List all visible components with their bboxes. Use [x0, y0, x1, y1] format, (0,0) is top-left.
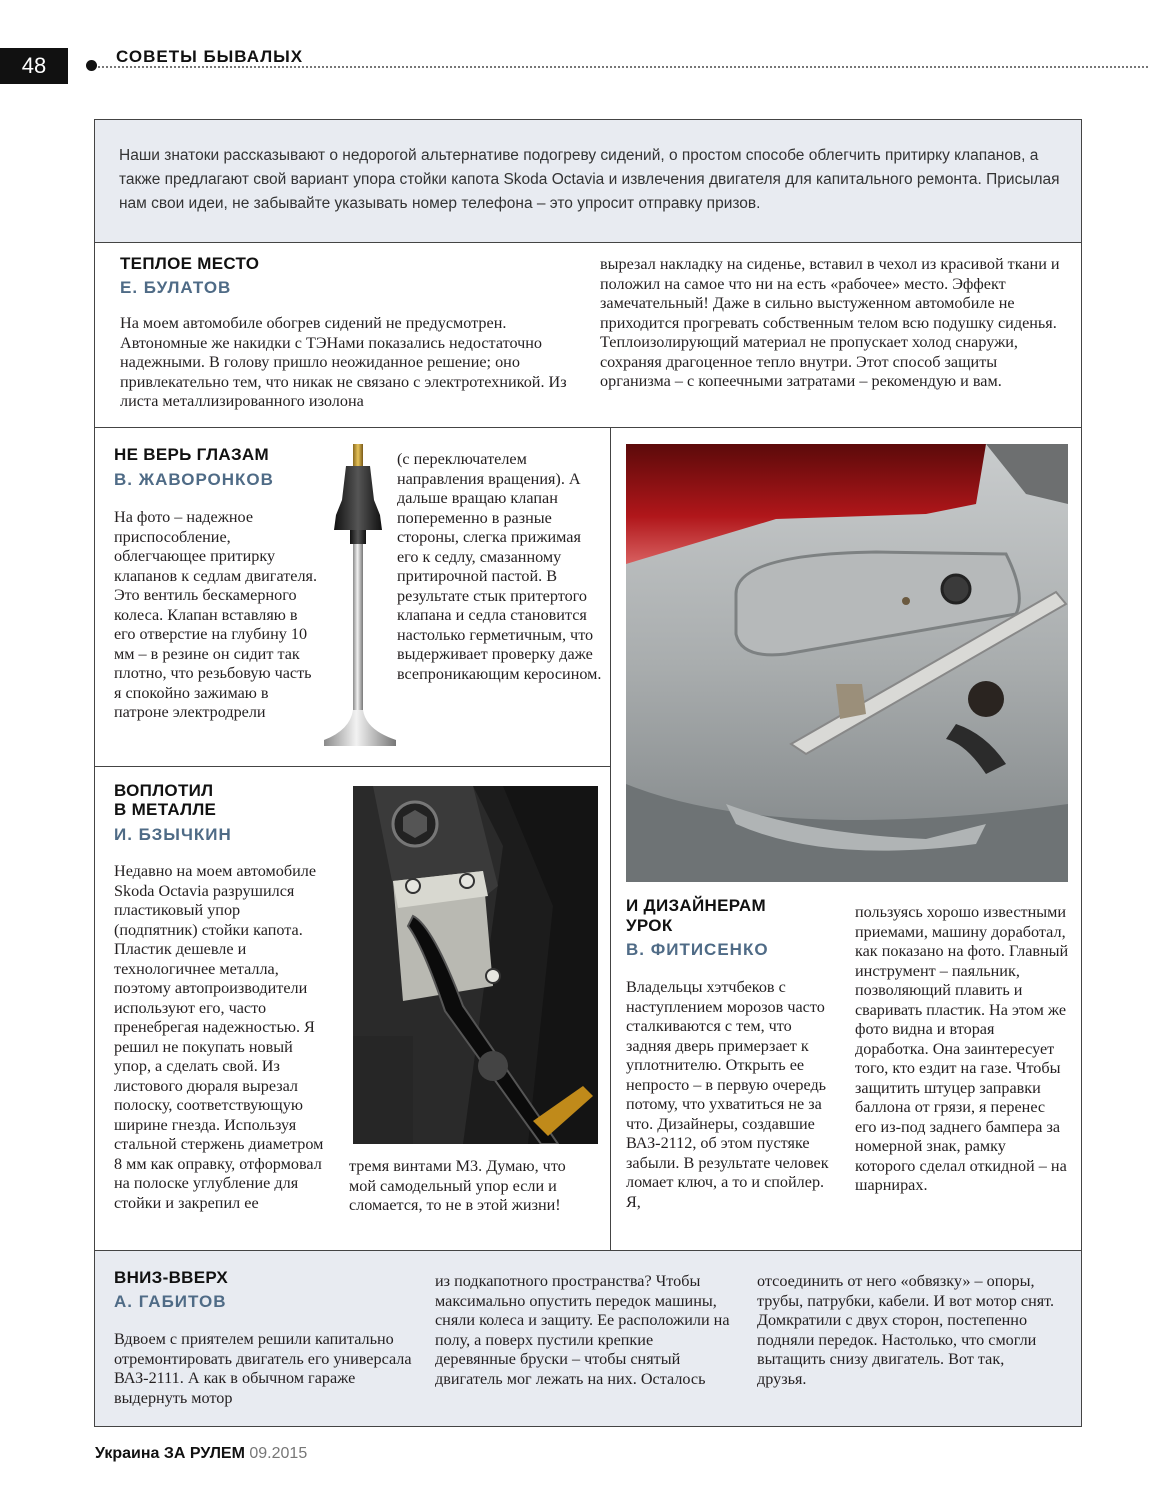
page-number: 48	[0, 48, 68, 84]
article-author: И. БЗЫЧКИН	[114, 825, 232, 844]
article-text-col2: из подкапотного пространства? Чтобы максимально опустить передок машины, сняли колеса и защиту. Ее расположили на полу, а поверх пустили крепкие деревянные бруски – чтобы снятый двигатель мог лежать на них. Осталось	[435, 1272, 730, 1388]
article-text-col1: Владельцы хэтчбеков с наступлением морозов часто сталкиваются с тем, что задняя дверь примерзает к уплотнителю. Открыть ее непросто – в первую очередь потому, что ухватиться не за что. Дизайнеры, создавшие ВАЗ-2112, об этом пустяке забыли. В результате человек ломает ключ, а то и спойлер. Я,	[626, 978, 829, 1211]
article-title: ВНИЗ-ВВЕРХ	[114, 1268, 229, 1287]
article-author: Е. БУЛАТОВ	[120, 278, 232, 297]
hood-stop-photo	[353, 786, 598, 1144]
article-text-col1: Недавно на моем автомобиле Skoda Octavia разрушился пластиковый упор (подпятник) стойки капота. Пластик дешевле и технологичнее металла, поэтому автопроизводители используют его, часто пренебрегая надежностью. Я решил не покупать новый упор, а сделать свой. Из листового дюраля вырезал полоску, соответствующую ширине гнезда. Используя стальной стержень диаметром 8 мм как оправку, отформовал на полоске углубление для стойки и закрепил ее	[114, 862, 324, 1212]
article-title: НЕ ВЕРЬ ГЛАЗАМ	[114, 445, 269, 464]
issue-date: 09.2015	[249, 1445, 308, 1462]
rear-bumper-photo	[626, 444, 1068, 882]
article-text-col2: тремя винтами М3. Думаю, что мой самодельный упор если и сломается, то не в этой жизни!	[349, 1157, 566, 1214]
dotted-rule	[98, 66, 1148, 68]
article-title-line2: В МЕТАЛЛЕ	[114, 800, 217, 819]
magazine-name: Украина ЗА РУЛЕМ	[95, 1445, 245, 1462]
article-valve	[94, 427, 611, 767]
article-author: В. ЖАВОРОНКОВ	[114, 470, 274, 489]
intro-box	[94, 119, 1082, 243]
article-author: А. ГАБИТОВ	[114, 1292, 227, 1311]
article-text-col1: На фото – надежное приспособление, облегчающее притирку клапанов к седлам двигателя. Это вентиль бескамерного колеса. Клапан вставляю в его отверстие на глубину 10 мм – в резине он сидит так плотно, что резьбовую часть я спокойно зажимаю в патроне электродрели	[114, 508, 318, 721]
article-text-col2: (с переключателем направления вращения). А дальше вращаю клапан попеременно в разные стороны, слегка прижимая его к седлу, смазанному притирочной пастой. В результате стык притертого клапана и седла становится настолько герметичным, что выдерживает проверку даже всепроникающим керосином.	[397, 450, 602, 683]
article-text-col3: отсоединить от него «обвязку» – опоры, трубы, патрубки, кабели. И вот мотор снят. Домкратили с двух сторон, постепенно подняли передок. Настолько, что смогли вытащить снизу двигатель. Вот так, друзья.	[757, 1272, 1055, 1388]
footer	[95, 1445, 307, 1463]
intro-text: Наши знатоки рассказывают о недорогой альтернативе подогреву сидений, о простом способе облегчить притирку клапанов, а также предлагают свой вариант упора стойки капота Skoda Octavia и извлечения двигателя для капитального ремонта. Присылая нам свои идеи, не забывайте указывать номер телефона – это упросит отправку призов.	[119, 147, 1060, 212]
article-text-col1: Вдвоем с приятелем решили капитально отремонтировать двигатель его универсала ВАЗ-2111. А как в обычном гараже выдернуть мотор	[114, 1330, 412, 1407]
article-hood-stop	[94, 766, 611, 1251]
article-warm-seat	[94, 242, 1082, 428]
section-title: СОВЕТЫ БЫВАЛЫХ	[116, 47, 304, 66]
valve-photo	[320, 440, 400, 752]
article-title-line1: И ДИЗАЙНЕРАМ	[626, 896, 766, 915]
article-text-col1: На моем автомобиле обогрев сидений не предусмотрен. Автономные же накидки с ТЭНами показались недостаточно надежными. В голову пришло неожиданное решение; оно привлекательно тем, что никак не связано с электротехникой. Из листа металлизированного изолона	[120, 314, 567, 410]
article-author: В. ФИТИСЕНКО	[626, 940, 769, 959]
article-text-col2: вырезал накладку на сиденье, вставил в чехол из красивой ткани и положил на самое что ни на есть «рабочее» место. Эффект замечательный! Даже в сильно выстуженном автомобиле не приходится прогревать собственным телом всю подушку сиденья. Теплоизолирующий материал не пропускает холод снаружи, сохраняя драгоценное тепло внутри. Этот способ защиты организма – с копеечными затратами – рекомендую и вам.	[600, 255, 1060, 390]
article-title-line2: УРОК	[626, 916, 673, 935]
bullet-dot	[86, 60, 97, 71]
article-title: ТЕПЛОЕ МЕСТО	[120, 254, 260, 273]
article-text-col2: пользуясь хорошо известными приемами, машину доработал, как показано на фото. Главный инструмент – паяльник, позволяющий плавить и сваривать пластик. На этом же фото видна и вторая доработка. Она заинтересует того, кто ездит на газе. Чтобы защитить штуцер заправки баллона от грязи, я перенес его из-под заднего бампера за номерной знак, рамку которого сделал откидной – на шарнирах.	[855, 903, 1069, 1194]
article-hatch-handle	[610, 427, 1082, 1251]
article-title-line1: ВОПЛОТИЛ	[114, 781, 214, 800]
article-engine-removal	[94, 1250, 1082, 1427]
